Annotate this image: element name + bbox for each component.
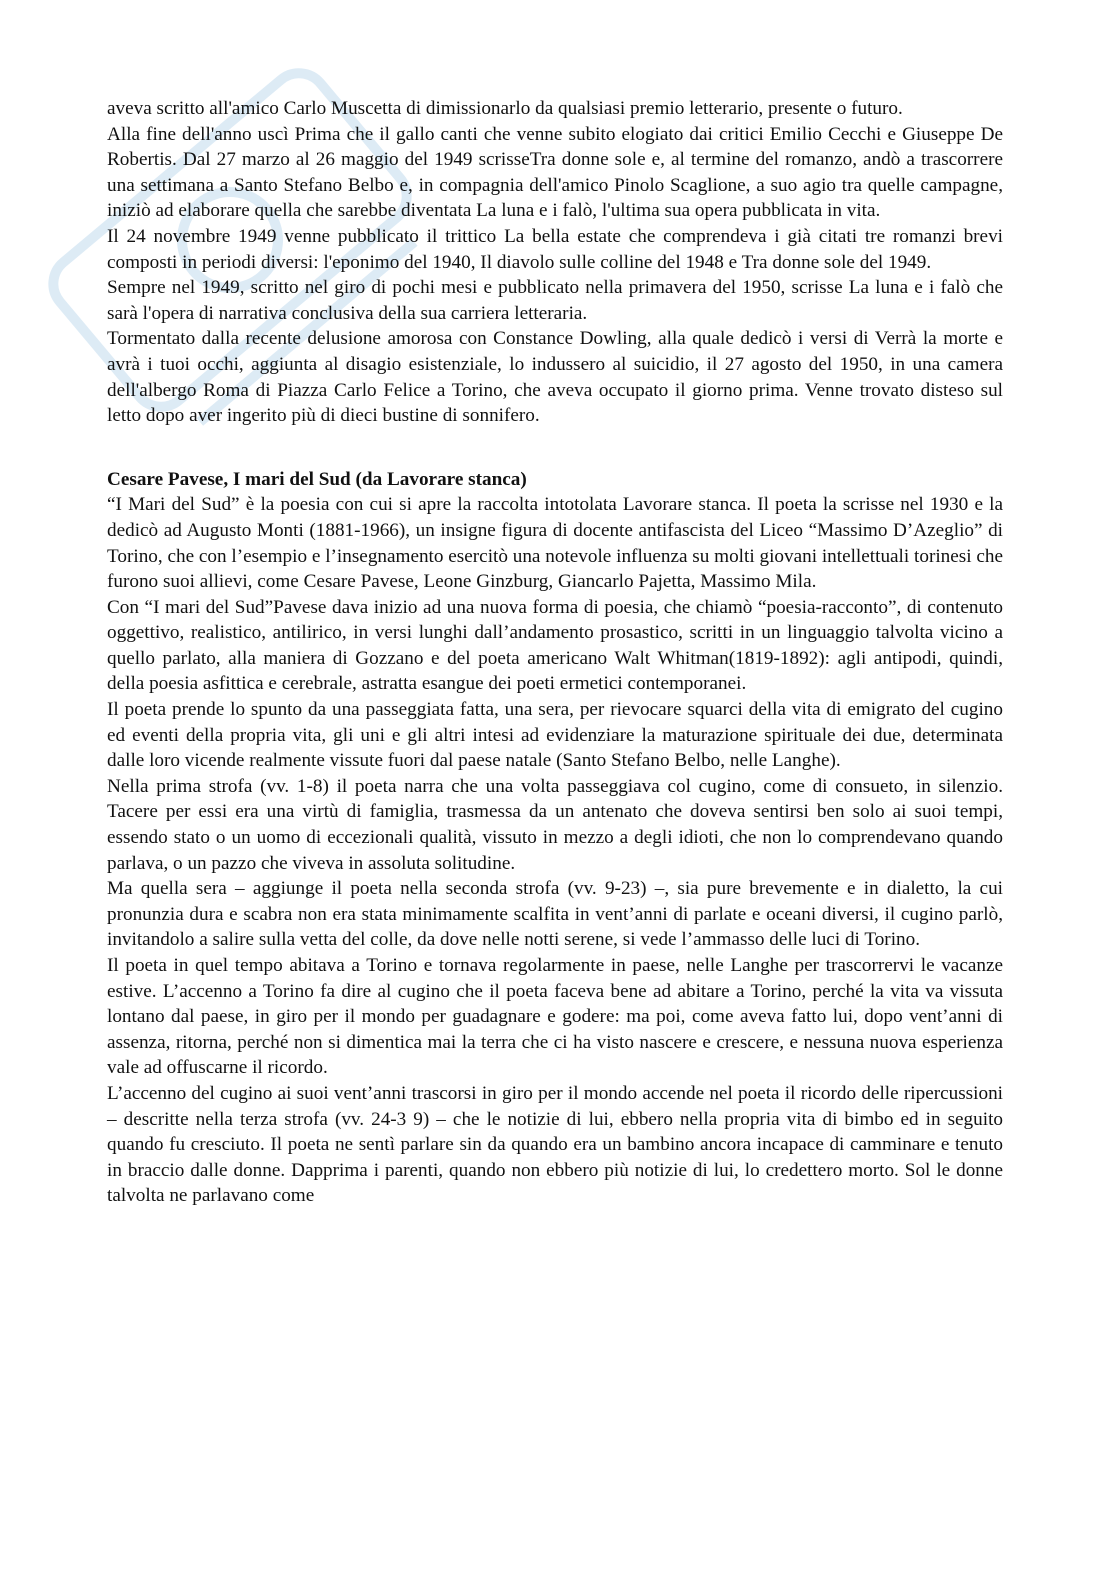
paragraph: Il poeta in quel tempo abitava a Torino e tornava regolarmente in paese, nelle Langhe per trascorrervi le vacanze estive. L’accenno a Torino fa dire al cugino che il poeta faceva bene ad abitare a Torino, perché la vita va vissuta lontano dal paese, in giro per il mondo per guadagnare e godere: ma poi, come aveva fatto lui, dopo vent’anni di assenza, ritorna, perché non si dimentica mai la terra che ci ha visto nascere e crescere, e nessuna nuova esperienza vale ad offuscarne il ricordo. [107,955,1003,1079]
paragraph: Il 24 novembre 1949 venne pubblicato il trittico La bella estate che comprendeva i già citati tre romanzi brevi composti in periodi diversi: l'eponimo del 1940, Il diavolo sulle colline del 1948 e Tra donne sole del 1949. [107,225,1003,273]
paragraph: “I Mari del Sud” è la poesia con cui si apre la raccolta intotolata Lavorare stanca. Il poeta la scrisse nel 1930 e la dedicò ad Augusto Monti (1881-1966), un insigne figura di docente antifascista del Liceo “Massimo D’Azeglio” di Torino, che con l’esempio e l’insegnamento esercitò una notevole influenza su molti giovani intellettuali torinesi che furono suoi allievi, come Cesare Pavese, Leone Ginzburg, Giancarlo Pajetta, Massimo Mila. [107,494,1003,593]
paragraph: Il poeta prende lo spunto da una passeggiata fatta, una sera, per rievocare squarci della vita di emigrato del cugino ed eventi della propria vita, gli uni e gli altri intesi ad evidenziare la maturazione spirituale dei due, determinata dalle loro vicende realmente vissute fuori dal paese natale (Santo Stefano Belbo, nelle Langhe). [107,699,1003,772]
biography-section [107,96,1003,429]
section-heading: Cesare Pavese, I mari del Sud (da Lavorare stanca) [107,468,527,490]
paragraph: Sempre nel 1949, scritto nel giro di pochi mesi e pubblicato nella primavera del 1950, scrisse La luna e i falò che sarà l'opera di narrativa conclusiva della sua carriera letteraria. [107,277,1003,324]
paragraph: Ma quella sera – aggiunge il poeta nella seconda strofa (vv. 9-23) –, sia pure brevemente e in dialetto, la cui pronunzia dura e scabra non era stata minimamente scalfita in vent’anni di parlate e oceani diversi, il cugino parlò, invitandolo a salire sulla vetta del colle, da dove nelle notti serene, si vede l’ammasso delle luci di Torino. [107,878,1003,951]
paragraph: L’accenno del cugino ai suoi vent’anni trascorsi in giro per il mondo accende nel poeta il ricordo delle ripercussioni – descritte nella terza strofa (vv. 24-3 9) – che le notizie di lui, ebbero nella propria vita di bimbo ed in seguito quando fu cresciuto. Il poeta ne sentì parlare sin da quando era un bambino ancora incapace di camminare e tenuto in braccio dalle donne. Dapprima i parenti, quando non ebbero più notizie di lui, lo credettero morto. Sol le donne talvolta ne parlavano come [107,1082,1003,1207]
paragraph: aveva scritto all'amico Carlo Muscetta di dimissionarlo da qualsiasi premio letterario, presente o futuro. [107,98,903,119]
paragraph: Con “I mari del Sud”Pavese dava inizio ad una nuova forma di poesia, che chiamò “poesia-racconto”, di contenuto oggettivo, realistico, antilirico, in versi lunghi dall’andamento prosastico, scritti in un linguaggio talvolta vicino a quello parlato, alla maniera di Gozzano e del poeta americano Walt Whitman(1819-1892): agli antipodi, quindi, della poesia asfittica e cerebrale, astratta esangue dei poeti ermetici contemporanei. [107,596,1003,695]
paragraph: Tormentato dalla recente delusione amorosa con Constance Dowling, alla quale dedicò i versi di Verrà la morte e avrà i tuoi occhi, aggiunta al disagio esistenziale, lo indussero al suicidio, il 27 agosto del 1950, in una camera dell'albergo Roma di Piazza Carlo Felice a Torino, che aveva occupato il giorno prima. Venne trovato disteso sul letto dopo aver ingerito più di dieci bustine di sonnifero. [107,328,1003,427]
poem-analysis-section [107,492,1003,1209]
paragraph: Nella prima strofa (vv. 1-8) il poeta narra che una volta passeggiava col cugino, come di consueto, in silenzio. Tacere per essi era una virtù di famiglia, trasmessa da un antenato che doveva sentirsi ben solo ai suoi tempi, essendo stato o un uomo di eccezionali qualità, vissuto in mezzo a degli idioti, che non lo comprendevano quando parlava, o un pazzo che viveva in assoluta solitudine. [107,775,1003,874]
paragraph: Alla fine dell'anno uscì Prima che il gallo canti che venne subito elogiato dai critici Emilio Cecchi e Giuseppe De Robertis. Dal 27 marzo al 26 maggio del 1949 scrisseTra donne sole e, al termine del romanzo, andò a trascorrere una settimana a Santo Stefano Belbo e, in compagnia dell'amico Pinolo Scaglione, a suo agio tra quelle campagne, iniziò ad elaborare quella che sarebbe diventata La luna e i falò, l'ultima sua opera pubblicata in vita. [107,123,1003,222]
document-page [107,96,1003,1209]
